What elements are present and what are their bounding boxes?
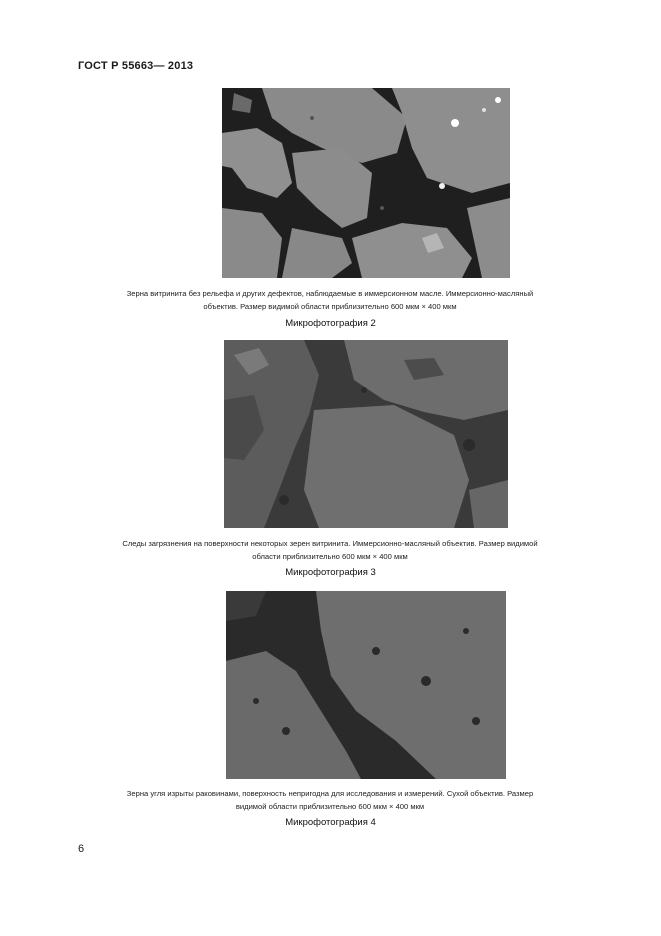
micrograph-2-caption — [90, 287, 570, 313]
micrograph-4-caption — [90, 787, 570, 813]
caption-line: видимой области приблизительно 600 мкм × 400 мкм — [235, 802, 425, 811]
micrograph-2-title: Микрофотография 2 — [285, 318, 376, 329]
micrograph-2-image — [222, 88, 510, 278]
caption-line: Следы загрязнения на поверхности некоторых зерен витринита. Иммерсионно-масляный объектив. Размер видимой — [122, 539, 538, 548]
micrograph-3-caption — [90, 537, 570, 563]
caption-line: объектив. Размер видимой области приблизительно 600 мкм × 400 мкм — [203, 302, 457, 311]
caption-line: Зерна угля изрыты раковинами, поверхность непригодна для исследования и измерений. Сухой объектив. Размер — [126, 789, 534, 798]
document-header: ГОСТ Р 55663— 2013 — [78, 60, 194, 72]
micrograph-3-image — [224, 340, 508, 528]
page-number: 6 — [78, 843, 85, 855]
micrograph-4-image — [226, 591, 506, 779]
caption-line: области приблизительно 600 мкм × 400 мкм — [252, 552, 408, 561]
micrograph-4-title: Микрофотография 4 — [285, 817, 376, 828]
caption-line: Зерна витринита без рельефа и других дефектов, наблюдаемые в иммерсионном масле. Иммерсионно-масляный — [126, 289, 534, 298]
micrograph-3-title: Микрофотография 3 — [285, 567, 376, 578]
